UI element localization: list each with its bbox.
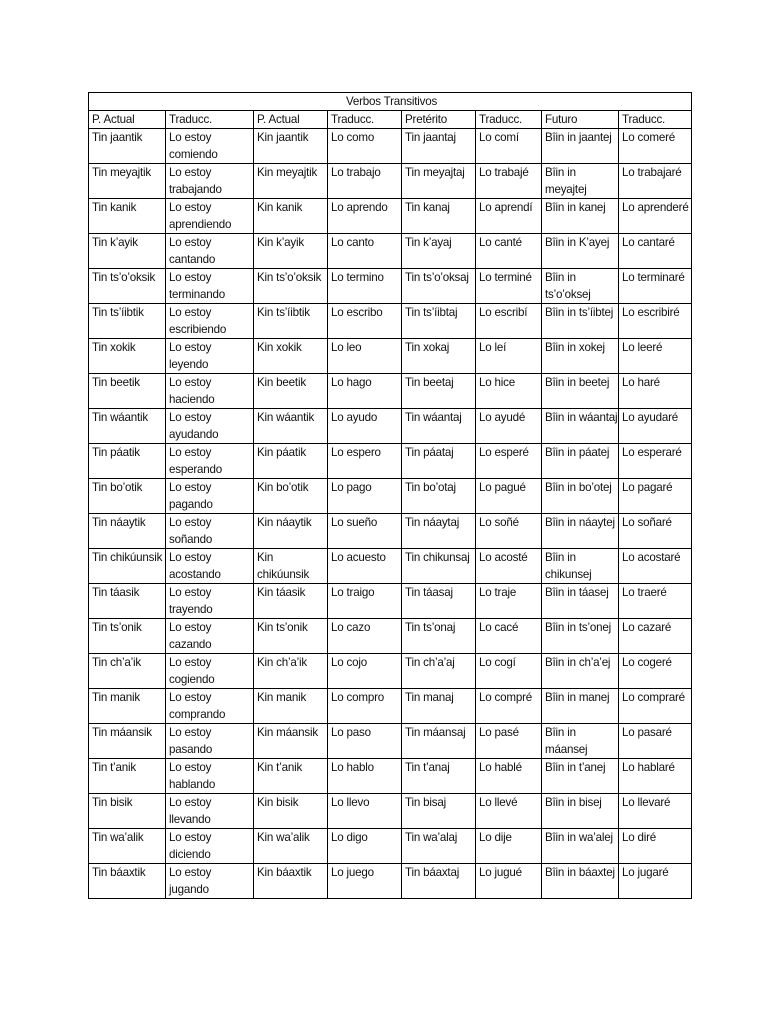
table-cell: Kin ts’íibtik [254, 304, 328, 339]
table-cell: Lo hice [476, 374, 542, 409]
column-header: Traducc. [476, 111, 542, 129]
table-cell: Bîin in wa’alej [542, 829, 619, 864]
table-cell: Kin xokik [254, 339, 328, 374]
table-cell: Kin manik [254, 689, 328, 724]
table-cell: Lo estoy pagando [166, 479, 254, 514]
table-row [89, 304, 692, 339]
table-cell: Bîin in ts’o’oksej [542, 269, 619, 304]
table-cell: Lo ayudé [476, 409, 542, 444]
table-cell: Bîin in xokej [542, 339, 619, 374]
table-cell: Lo aprenderé [619, 199, 692, 234]
table-cell: Lo estoy trabajando [166, 164, 254, 199]
table-cell: Bîin in páatej [542, 444, 619, 479]
table-cell: Bîin in máansej [542, 724, 619, 759]
table-cell: Lo cojo [328, 654, 402, 689]
table-cell: Tin ts’o’oksaj [402, 269, 476, 304]
table-cell: Lo llevo [328, 794, 402, 829]
table-cell: Lo estoy leyendo [166, 339, 254, 374]
table-cell: Lo estoy escribiendo [166, 304, 254, 339]
table-cell: Lo traeré [619, 584, 692, 619]
table-cell: Tin xokik [89, 339, 166, 374]
table-title: Verbos Transitivos [89, 93, 692, 111]
table-cell: Lo llevaré [619, 794, 692, 829]
table-cell: Tin k’ayik [89, 234, 166, 269]
table-cell: Lo estoy pasando [166, 724, 254, 759]
table-cell: Kin táasik [254, 584, 328, 619]
table-cell: Tin bo’otaj [402, 479, 476, 514]
table-cell: Kin páatik [254, 444, 328, 479]
table-cell: Tin ch’a’aj [402, 654, 476, 689]
table-cell: Tin kanik [89, 199, 166, 234]
table-cell: Lo escribo [328, 304, 402, 339]
table-row [89, 549, 692, 584]
table-cell: Bîin in t’anej [542, 759, 619, 794]
table-cell: Kin bisik [254, 794, 328, 829]
table-row [89, 129, 692, 164]
table-cell: Lo pago [328, 479, 402, 514]
table-cell: Lo traigo [328, 584, 402, 619]
table-cell: Bîin in wáantaj [542, 409, 619, 444]
table-cell: Lo compraré [619, 689, 692, 724]
table-cell: Lo sueño [328, 514, 402, 549]
table-cell: Tin táasik [89, 584, 166, 619]
table-cell: Bîin in ts’íibtej [542, 304, 619, 339]
table-row [89, 409, 692, 444]
table-cell: Lo hablo [328, 759, 402, 794]
table-cell: Lo estoy comiendo [166, 129, 254, 164]
table-cell: Bîin in bisej [542, 794, 619, 829]
table-cell: Tin t’anaj [402, 759, 476, 794]
table-cell: Lo estoy haciendo [166, 374, 254, 409]
table-cell: Tin ts’íibtaj [402, 304, 476, 339]
table-cell: Tin ts’íibtik [89, 304, 166, 339]
table-cell: Lo hablaré [619, 759, 692, 794]
table-cell: Kin náaytik [254, 514, 328, 549]
table-cell: Kin ts’o’oksik [254, 269, 328, 304]
table-cell: Tin kanaj [402, 199, 476, 234]
table-cell: Lo paso [328, 724, 402, 759]
table-cell: Tin k’ayaj [402, 234, 476, 269]
table-row [89, 199, 692, 234]
table-cell: Tin náaytaj [402, 514, 476, 549]
table-row [89, 444, 692, 479]
table-cell: Lo estoy comprando [166, 689, 254, 724]
table-cell: Lo canté [476, 234, 542, 269]
table-cell: Lo traje [476, 584, 542, 619]
table-cell: Lo digo [328, 829, 402, 864]
verbs-table [88, 92, 692, 899]
table-cell: Tin beetik [89, 374, 166, 409]
table-cell: Lo canto [328, 234, 402, 269]
table-cell: Lo trabajaré [619, 164, 692, 199]
table-cell: Lo terminé [476, 269, 542, 304]
table-cell: Tin bisaj [402, 794, 476, 829]
table-cell: Lo leo [328, 339, 402, 374]
table-cell: Lo estoy aprendiendo [166, 199, 254, 234]
table-cell: Kin wa’alik [254, 829, 328, 864]
table-cell: Lo ayudo [328, 409, 402, 444]
column-header: Futuro [542, 111, 619, 129]
table-cell: Lo aprendo [328, 199, 402, 234]
table-cell: Lo estoy llevando [166, 794, 254, 829]
table-cell: Lo comeré [619, 129, 692, 164]
table-cell: Lo estoy cantando [166, 234, 254, 269]
table-cell: Lo cogí [476, 654, 542, 689]
table-cell: Lo cantaré [619, 234, 692, 269]
table-cell: Tin meyajtik [89, 164, 166, 199]
table-cell: Tin ch’a’ik [89, 654, 166, 689]
table-cell: Bîin in manej [542, 689, 619, 724]
table-cell: Lo como [328, 129, 402, 164]
table-cell: Lo acosté [476, 549, 542, 584]
table-cell: Kin k’ayik [254, 234, 328, 269]
table-cell: Tin jaantik [89, 129, 166, 164]
table-cell: Lo compré [476, 689, 542, 724]
table-row [89, 689, 692, 724]
table-cell: Lo estoy ayudando [166, 409, 254, 444]
table-cell: Lo hablé [476, 759, 542, 794]
table-row [89, 829, 692, 864]
table-cell: Lo estoy soñando [166, 514, 254, 549]
column-header: Traducc. [328, 111, 402, 129]
table-cell: Lo estoy esperando [166, 444, 254, 479]
table-cell: Lo llevé [476, 794, 542, 829]
table-cell: Lo hago [328, 374, 402, 409]
table-cell: Kin beetik [254, 374, 328, 409]
table-row [89, 759, 692, 794]
table-cell: Tin ts’onaj [402, 619, 476, 654]
table-cell: Tin wa’alik [89, 829, 166, 864]
table-cell: Bîin in bo’otej [542, 479, 619, 514]
table-cell: Kin kanik [254, 199, 328, 234]
table-cell: Lo estoy cazando [166, 619, 254, 654]
table-cell: Tin náaytik [89, 514, 166, 549]
table-cell: Lo escribiré [619, 304, 692, 339]
table-cell: Lo esperaré [619, 444, 692, 479]
table-cell: Kin chikúunsik [254, 549, 328, 584]
table-cell: Tin beetaj [402, 374, 476, 409]
table-cell: Lo espero [328, 444, 402, 479]
table-row [89, 584, 692, 619]
table-row [89, 619, 692, 654]
table-cell: Lo estoy terminando [166, 269, 254, 304]
table-cell: Lo estoy cogiendo [166, 654, 254, 689]
table-cell: Lo estoy hablando [166, 759, 254, 794]
table-cell: Lo trabajé [476, 164, 542, 199]
table-cell: Lo estoy trayendo [166, 584, 254, 619]
table-cell: Tin máansaj [402, 724, 476, 759]
table-cell: Lo estoy diciendo [166, 829, 254, 864]
column-header: Traducc. [166, 111, 254, 129]
table-cell: Tin wáantaj [402, 409, 476, 444]
table-cell: Lo comí [476, 129, 542, 164]
table-cell: Bîin in náaytej [542, 514, 619, 549]
table-row [89, 794, 692, 829]
table-cell: Tin manaj [402, 689, 476, 724]
table-cell: Tin páatik [89, 444, 166, 479]
table-cell: Tin chikunsaj [402, 549, 476, 584]
table-cell: Tin wáantik [89, 409, 166, 444]
table-cell: Lo trabajo [328, 164, 402, 199]
table-cell: Lo haré [619, 374, 692, 409]
table-cell: Kin t’anik [254, 759, 328, 794]
table-cell: Lo soñé [476, 514, 542, 549]
table-cell: Kin jaantik [254, 129, 328, 164]
table-cell: Kin báaxtik [254, 864, 328, 899]
table-cell: Kin ts’onik [254, 619, 328, 654]
table-body [89, 129, 692, 899]
table-cell: Tin páataj [402, 444, 476, 479]
table-cell: Bîin in meyajtej [542, 164, 619, 199]
table-row [89, 479, 692, 514]
table-cell: Lo terminaré [619, 269, 692, 304]
table-cell: Lo pagué [476, 479, 542, 514]
column-header: P. Actual [254, 111, 328, 129]
table-cell: Lo acuesto [328, 549, 402, 584]
table-cell: Lo estoy acostando [166, 549, 254, 584]
table-cell: Tin wa’alaj [402, 829, 476, 864]
table-cell: Bîin in báaxtej [542, 864, 619, 899]
table-cell: Kin ch’a’ik [254, 654, 328, 689]
table-cell: Lo cacé [476, 619, 542, 654]
table-cell: Tin manik [89, 689, 166, 724]
table-cell: Bîin in beetej [542, 374, 619, 409]
table-cell: Bîin in ts’onej [542, 619, 619, 654]
table-cell: Tin máansik [89, 724, 166, 759]
table-cell: Tin chikúunsik [89, 549, 166, 584]
table-cell: Lo estoy jugando [166, 864, 254, 899]
table-cell: Lo jugaré [619, 864, 692, 899]
table-cell: Tin bo’otik [89, 479, 166, 514]
table-row [89, 724, 692, 759]
table-cell: Lo soñaré [619, 514, 692, 549]
header-row [89, 111, 692, 129]
table-cell: Bîin in jaantej [542, 129, 619, 164]
table-cell: Lo pagaré [619, 479, 692, 514]
table-cell: Lo esperé [476, 444, 542, 479]
table-cell: Bîin in ch’a’ej [542, 654, 619, 689]
table-cell: Lo dije [476, 829, 542, 864]
table-cell: Lo diré [619, 829, 692, 864]
table-row [89, 514, 692, 549]
table-cell: Kin wáantik [254, 409, 328, 444]
table-cell: Tin báaxtaj [402, 864, 476, 899]
table-cell: Bîin in táasej [542, 584, 619, 619]
table-cell: Lo leí [476, 339, 542, 374]
table-cell: Lo compro [328, 689, 402, 724]
table-row [89, 374, 692, 409]
table-cell: Lo termino [328, 269, 402, 304]
table-cell: Lo cazaré [619, 619, 692, 654]
table-cell: Tin táasaj [402, 584, 476, 619]
table-cell: Lo escribí [476, 304, 542, 339]
table-cell: Lo cogeré [619, 654, 692, 689]
table-cell: Lo pasaré [619, 724, 692, 759]
table-cell: Tin ts’onik [89, 619, 166, 654]
table-row [89, 864, 692, 899]
column-header: Traducc. [619, 111, 692, 129]
table-cell: Bîin in K’ayej [542, 234, 619, 269]
table-cell: Lo cazo [328, 619, 402, 654]
table-cell: Lo pasé [476, 724, 542, 759]
table-cell: Kin bo’otik [254, 479, 328, 514]
table-cell: Tin xokaj [402, 339, 476, 374]
table-cell: Lo ayudaré [619, 409, 692, 444]
table-cell: Kin máansik [254, 724, 328, 759]
table-cell: Tin jaantaj [402, 129, 476, 164]
table-row [89, 164, 692, 199]
table-cell: Lo acostaré [619, 549, 692, 584]
table-cell: Tin meyajtaj [402, 164, 476, 199]
table-cell: Bîin in kanej [542, 199, 619, 234]
table-cell: Lo juego [328, 864, 402, 899]
table-row [89, 654, 692, 689]
table-row [89, 339, 692, 374]
table-cell: Lo jugué [476, 864, 542, 899]
table-cell: Tin báaxtik [89, 864, 166, 899]
column-header: Pretérito [402, 111, 476, 129]
table-row [89, 269, 692, 304]
table-cell: Tin t’anik [89, 759, 166, 794]
table-cell: Kin meyajtik [254, 164, 328, 199]
table-cell: Tin ts’o’oksik [89, 269, 166, 304]
table-cell: Lo leeré [619, 339, 692, 374]
table-cell: Lo aprendí [476, 199, 542, 234]
table-cell: Bîin in chikunsej [542, 549, 619, 584]
table-row [89, 234, 692, 269]
table-cell: Tin bisik [89, 794, 166, 829]
column-header: P. Actual [89, 111, 166, 129]
